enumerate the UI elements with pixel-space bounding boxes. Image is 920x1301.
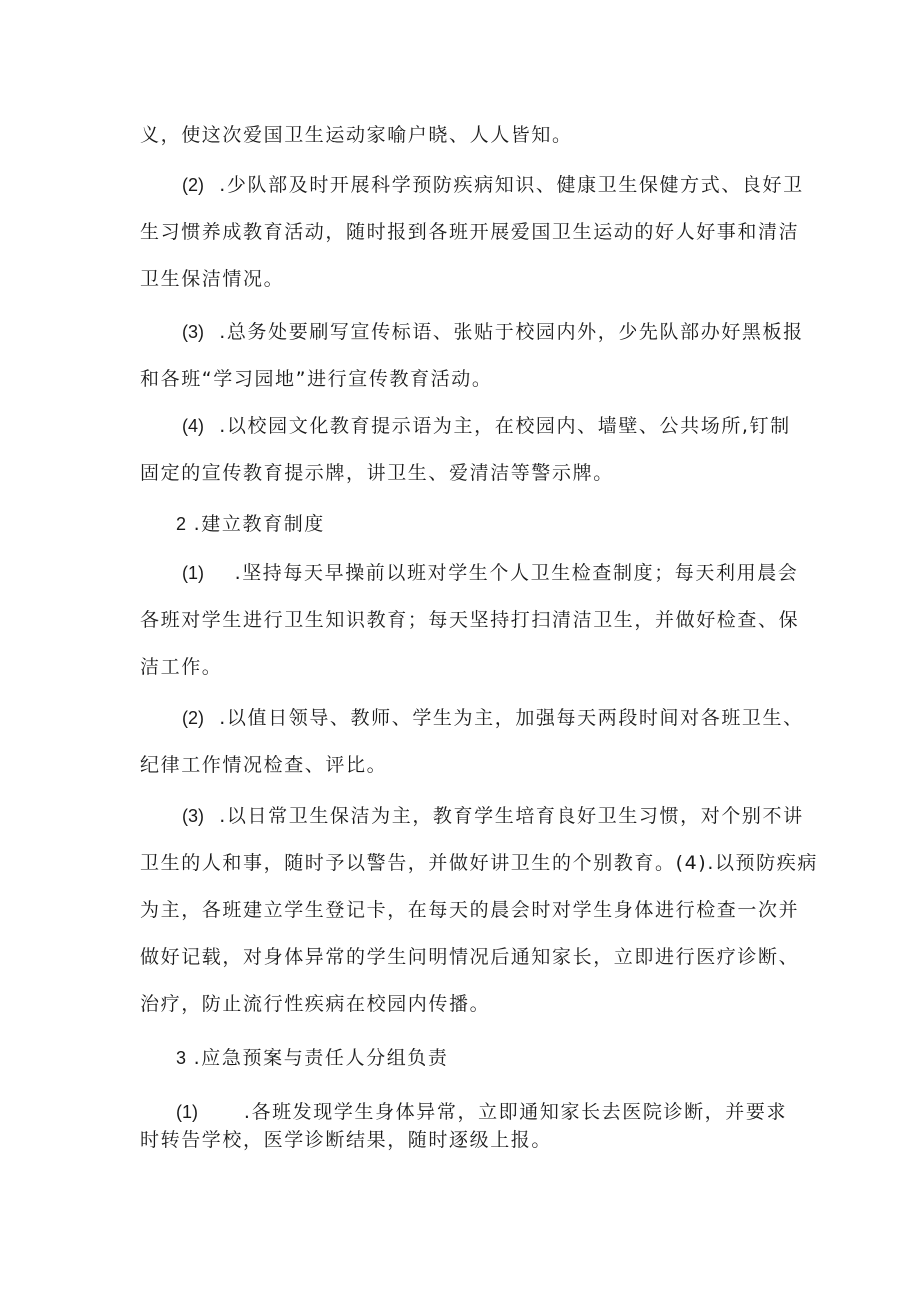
section-heading: 2 .建立教育制度 xyxy=(176,513,325,535)
paragraph-line: 生习惯养成教育活动，随时报到各班开展爱国卫生运动的好人好事和清洁 xyxy=(140,221,800,243)
paragraph-line: 为主，各班建立学生登记卡，在每天的晨会时对学生身体进行检查一次并 xyxy=(140,899,800,921)
item-number: (1) xyxy=(182,563,204,583)
paragraph-line: (3) .以日常卫生保洁为主，教育学生培育良好卫生习惯，对个别不讲 xyxy=(182,805,804,827)
item-number: (3) xyxy=(182,322,204,342)
item-number: (2) xyxy=(182,708,204,728)
section-number: 3 xyxy=(176,1048,187,1068)
paragraph-line: (4) .以校园文化教育提示语为主，在校园内、墙壁、公共场所,钉制 xyxy=(182,415,791,437)
paragraph-line: (1) .各班发现学生身体异常，立即通知家长去医院诊断，并要求 xyxy=(176,1101,788,1123)
paragraph-line: 时转告学校，医学诊断结果，随时逐级上报。 xyxy=(140,1129,553,1151)
paragraph-line: 和各班“学习园地”进行宣传教育活动。 xyxy=(140,368,493,390)
paragraph-line: (1) .坚持每天早操前以班对学生个人卫生检查制度；每天利用晨会 xyxy=(182,562,799,584)
paragraph-line: 各班对学生进行卫生知识教育；每天坚持打扫清洁卫生，并做好检查、保 xyxy=(140,609,800,631)
paragraph-line: (3) .总务处要刷写宣传标语、张贴于校园内外，少先队部办好黑板报 xyxy=(182,321,804,343)
section-number: 2 xyxy=(176,514,187,534)
section-heading: 3 .应急预案与责任人分组负责 xyxy=(176,1047,449,1069)
paragraph-line: (2) .以值日领导、教师、学生为主，加强每天两段时间对各班卫生、 xyxy=(182,707,804,729)
item-number: (4) xyxy=(182,416,204,436)
paragraph-line: 治疗，防止流行性疾病在校园内传播。 xyxy=(140,993,491,1015)
paragraph-line: 固定的宣传教育提示牌，讲卫生、爱清洁等警示牌。 xyxy=(140,462,614,484)
paragraph-line: 卫生保洁情况。 xyxy=(140,268,285,290)
item-number: (2) xyxy=(182,175,204,195)
paragraph-line: 洁工作。 xyxy=(140,656,223,678)
item-number: (1) xyxy=(176,1102,198,1122)
paragraph-line: 纪律工作情况检查、评比。 xyxy=(140,754,388,776)
paragraph-line: 义，使这次爱国卫生运动家喻户晓、人人皆知。 xyxy=(140,124,573,146)
paragraph-line: 做好记载，对身体异常的学生问明情况后通知家长，立即进行医疗诊断、 xyxy=(140,946,800,968)
paragraph-line: (2) .少队部及时开展科学预防疾病知识、健康卫生保健方式、良好卫 xyxy=(182,174,804,196)
paragraph-line: 卫生的人和事，随时予以警告，并做好讲卫生的个别教育。(4).以预防疾病 xyxy=(140,852,818,874)
item-number: (3) xyxy=(182,806,204,826)
